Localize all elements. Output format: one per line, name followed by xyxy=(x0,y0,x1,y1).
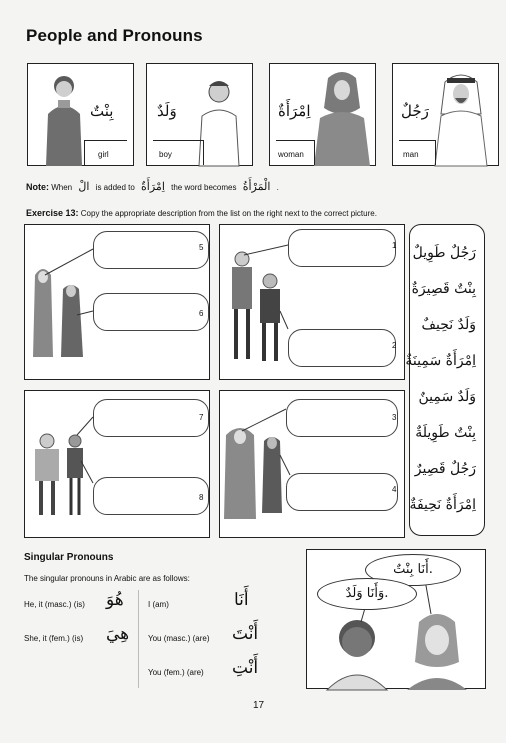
dialogue-panel xyxy=(306,549,486,689)
note-result: الْمَرْأَةُ xyxy=(242,180,271,193)
pronoun-arabic: أَنْتِ xyxy=(232,658,259,678)
bubble-number: 2 xyxy=(392,341,397,350)
pronoun-english: She, it (fem.) (is) xyxy=(24,634,84,643)
pronoun-arabic: أَنْتَ xyxy=(232,624,259,644)
vocab-card-girl xyxy=(27,63,134,166)
note-word: اِمْرَأَةٌ xyxy=(141,180,165,193)
pronoun-arabic: هُوَ xyxy=(106,590,124,610)
page-title: People and Pronouns xyxy=(26,26,203,45)
pronoun-english: You (fem.) (are) xyxy=(148,668,204,677)
bubble-number: 1 xyxy=(392,241,397,250)
girl-illustration xyxy=(28,64,135,167)
word-list-item: وَلَدٌ سَمِينٌ xyxy=(418,389,476,405)
vocab-card-man xyxy=(392,63,499,166)
answer-bubble[interactable] xyxy=(93,293,209,331)
bubble-number: 4 xyxy=(392,485,397,494)
vocab-card-boy xyxy=(146,63,253,166)
vocab-card-woman xyxy=(269,63,376,166)
word-list-item: اِمْرَأَةٌ سَمِينَةٌ xyxy=(405,353,476,369)
note-text: When xyxy=(51,183,73,192)
answer-bubble[interactable] xyxy=(93,399,209,437)
bubble-number: 5 xyxy=(199,243,204,252)
speech-bubble-girl: أَنَا بِنْتٌ. xyxy=(365,554,461,586)
answer-bubble[interactable] xyxy=(93,477,209,515)
pronoun-arabic: أَنَا xyxy=(234,590,249,610)
speech-bubble-boy: وَأَنَا وَلَدٌ. xyxy=(317,578,417,610)
word-list-item: بِنْتٌ قَصِيرَةٌ xyxy=(411,281,476,297)
note-line xyxy=(26,180,279,193)
note-text: the word becomes xyxy=(171,183,237,192)
exercise-instruction xyxy=(26,208,377,218)
exercise-panel-women xyxy=(24,224,210,380)
pronoun-english: You (masc.) (are) xyxy=(148,634,210,643)
answer-bubble[interactable] xyxy=(288,329,396,367)
pronoun-english: I (am) xyxy=(148,600,169,609)
answer-bubble[interactable] xyxy=(93,231,209,269)
pronoun-divider xyxy=(138,590,139,688)
singular-pronouns-title: Singular Pronouns xyxy=(24,552,114,563)
pronoun-english: He, it (masc.) (is) xyxy=(24,600,85,609)
exercise-panel-women-2 xyxy=(219,390,405,538)
note-text: is added to xyxy=(95,183,135,192)
bubble-number: 6 xyxy=(199,309,204,318)
bubble-number: 8 xyxy=(199,493,204,502)
vocab-english: girl xyxy=(98,150,109,159)
vocab-arabic: بِنْتٌ xyxy=(90,102,114,120)
bubble-number: 7 xyxy=(199,413,204,422)
word-list-item: بِنْتٌ طَوِيلَةٌ xyxy=(415,425,476,441)
vocab-arabic: اِمْرَأَةٌ xyxy=(278,102,311,120)
note-end: . xyxy=(276,183,279,192)
word-list-item: اِمْرَأَةٌ نَحِيفَةٌ xyxy=(409,497,476,513)
exercise-panel-men xyxy=(219,224,405,380)
word-list-item: رَجُلٌ طَوِيلٌ xyxy=(412,245,476,261)
pronoun-arabic: هِيَ xyxy=(106,624,130,644)
bubble-number: 3 xyxy=(392,413,397,422)
note-label: Note: xyxy=(26,182,49,192)
exercise-panel-boys xyxy=(24,390,210,538)
page-number: 17 xyxy=(253,700,265,711)
vocab-english: man xyxy=(403,150,419,159)
answer-bubble[interactable] xyxy=(286,473,398,511)
singular-pronouns-intro: The singular pronouns in Arabic are as follows: xyxy=(24,574,190,583)
vocab-english: woman xyxy=(278,150,304,159)
vocab-arabic: رَجُلٌ xyxy=(401,102,429,120)
vocab-english: boy xyxy=(159,150,172,159)
word-list-item: رَجُلٌ قَصِيرٌ xyxy=(414,461,476,477)
word-list xyxy=(405,224,485,536)
answer-bubble[interactable] xyxy=(288,229,396,267)
exercise-label: Exercise 13: xyxy=(26,208,79,218)
note-article: الْ xyxy=(78,180,90,193)
word-list-item: وَلَدٌ نَحِيفٌ xyxy=(421,317,476,333)
vocab-arabic: وَلَدٌ xyxy=(157,102,177,120)
exercise-text: Copy the appropriate description from the list on the right next to the correct picture. xyxy=(80,209,377,218)
answer-bubble[interactable] xyxy=(286,399,398,437)
